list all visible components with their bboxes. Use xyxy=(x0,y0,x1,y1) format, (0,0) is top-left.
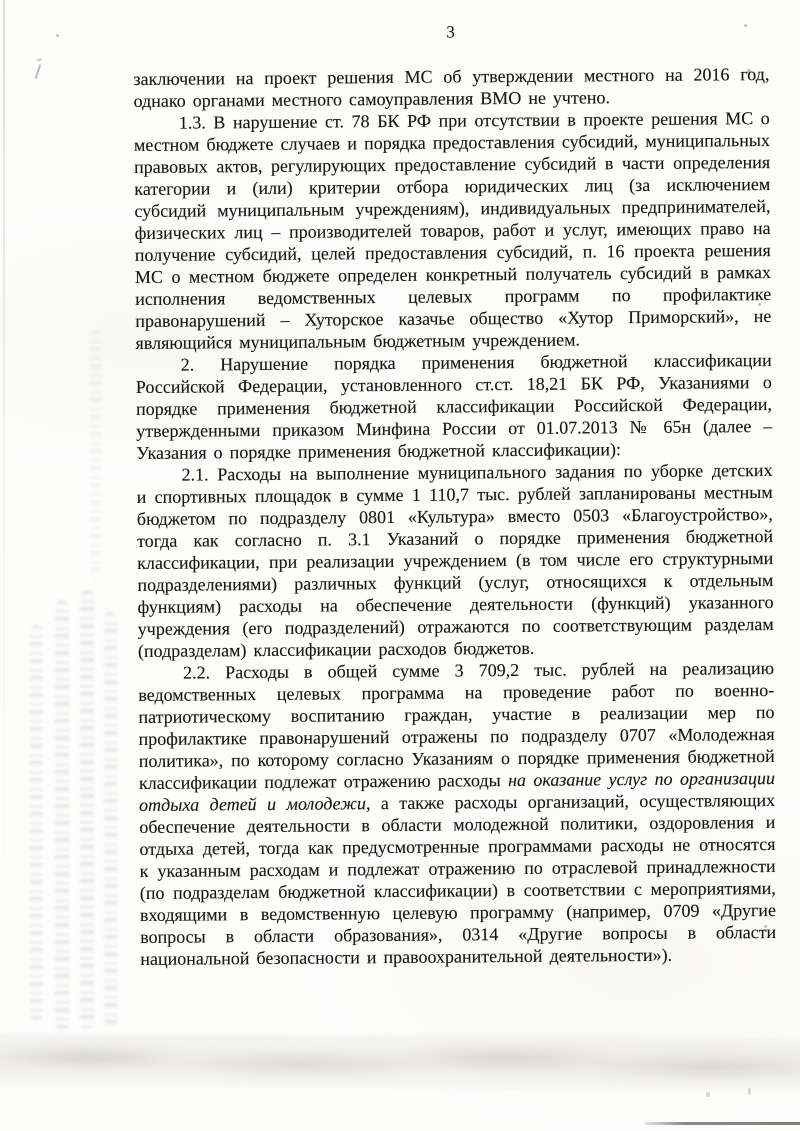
bleedthrough-artifact xyxy=(55,600,69,1030)
bleedthrough-artifact xyxy=(104,612,117,1027)
page-number: 3 xyxy=(446,22,456,42)
speckle xyxy=(56,34,59,37)
scan-edge-artifact xyxy=(3,0,5,940)
paragraph-2-1: 2.1. Расходы на выполнение муниципального задания по уборке детских и спортивных площадок в сумме 1 110,7 тыс. рублей запланированы местным бюджетом по подразделу 0801 «Культура» вместо 0503 «Благоустройство», тогда как согласно п. 3.1 Указаний о порядке применения бюджетной классификации, при реализации учреждением (в том числе его структурными подразделениями) различных функций (услуг, относящихся к отдельным функциям) расходы на обеспечение деятельности (функций) указанного учреждения (его подразделений) отражаются по соответствующим разделам (подразделам) классификации расходов бюджетов. xyxy=(136,459,774,661)
bleedthrough-artifact xyxy=(80,590,94,1030)
pen-mark xyxy=(35,64,42,79)
scan-shadow-band xyxy=(0,1033,800,1091)
paragraph-1-3: 1.3. В нарушение ст. 78 БК РФ при отсутствии в проекте решения МС о местном бюджете случаев и порядка предоставления субсидий, муниципальных правовых актов, регулирующих предоставление субсидий в части определения категории и (или) критерии отбора юридических лиц (за исключением субсидий муниципальным учреждениям), индивидуальных предпринимателей, физических лиц – производителей товаров, работ и услуг, имеющих право на получение субсидий, целей предоставления субсидий, п. 16 проекта решения МС о местном бюджете определен конкретный получатель субсидий в рамках исполнения ведомственных целевых программ по профилактике правонарушений – Хуторское казачье общество «Хутор Приморский», не являющийся муниципальным бюджетным учреждением. xyxy=(133,108,772,353)
paragraph-2-2-text: 2.2. Расходы в общей сумме 3 709,2 тыс. рублей на реализацию ведомственных целевых программа на проведение работ по военно-патриотическому воспитанию граждан, участие в реализации мер по профилактике правонарушений отражены по подразделу 0707 «Молодежная политика», по которому согласно Указаниям о порядке применения бюджетной классификации подлежат отражению расходы xyxy=(138,657,775,793)
paragraph-2-2 xyxy=(138,657,776,970)
document-text xyxy=(133,19,776,970)
bleedthrough-artifact xyxy=(30,625,43,1020)
bleedthrough-artifact xyxy=(90,330,101,580)
paragraph-2-2-italic-citation: на оказание услуг по организации отдыха детей и молодежи xyxy=(139,767,776,815)
speckle xyxy=(706,1092,710,1097)
paragraph-continuation: заключении на проект решения МС об утверждении местного на 2016 год, однако органами местного самоуправления ВМО не учтено. xyxy=(133,64,770,111)
scan-corner-line xyxy=(645,1122,800,1125)
paragraph-2: 2. Нарушение порядка применения бюджетной классификации Российской Федерации, установленного ст.ст. 18,21 БК РФ, Указаниями о порядке применения бюджетной классификации Российской Федерации, утвержденными приказом Минфина России от 01.07.2013 № 65н (далее – Указания о порядке применения бюджетной классификации): xyxy=(135,349,773,463)
paragraph-2-2-text: , а также расходы организаций, осуществляющих обеспечение деятельности в области молодежной политики, оздоровления и отдыха детей, тогда как предусмотренные программами расходы не относятся к указанным расходам и подлежат отражению по отраслевой принадлежности (по подразделам бюджетной классификации) в соответствии с мероприятиями, входящими в ведомственную целевую программу (например, 0709 «Другие вопросы в области образования», 0314 «Другие вопросы в области национальной безопасности и правоохранительной деятельности»). xyxy=(139,789,777,969)
